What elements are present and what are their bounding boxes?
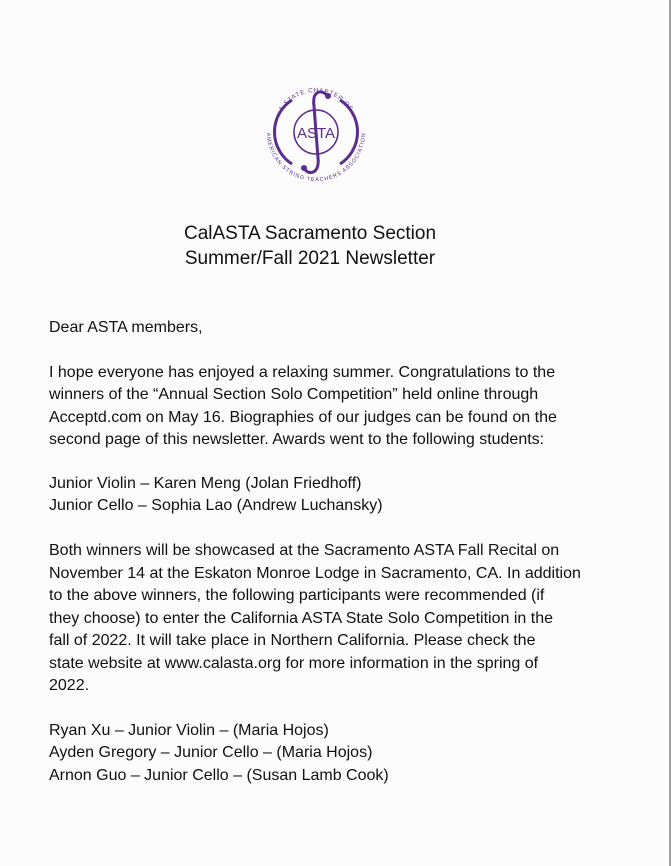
recommended-item: Ayden Gregory – Junior Cello – (Maria Hojos)	[49, 744, 373, 761]
asta-logo	[262, 78, 370, 186]
winner-item: Junior Violin – Karen Meng (Jolan Friedhoff)	[49, 475, 362, 492]
recommended-item: Ryan Xu – Junior Violin – (Maria Hojos)	[49, 722, 329, 739]
paragraph-line: Acceptd.com on May 16. Biographies of our judges can be found on the	[49, 409, 557, 426]
winner-item: Junior Cello – Sophia Lao (Andrew Luchansky)	[49, 497, 383, 514]
paragraph-line: Both winners will be showcased at the Sacramento ASTA Fall Recital on	[49, 542, 560, 559]
logo-bottom-arc: AMERICAN STRING TEACHERS ASSOCIATION	[264, 132, 368, 184]
paragraph-line: winners of the “Annual Section Solo Competition” held online through	[49, 386, 539, 403]
paragraph-line: second page of this newsletter. Awards went to the following students:	[49, 431, 545, 448]
paragraph-line: they choose) to enter the California ASTA State Solo Competition in the	[49, 610, 553, 627]
paragraph-line: I hope everyone has enjoyed a relaxing summer. Congratulations to the	[49, 364, 556, 381]
paragraph-line: to the above winners, the following participants were recommended (if	[49, 587, 545, 604]
newsletter-title-line2: Summer/Fall 2021 Newsletter	[184, 248, 436, 269]
logo-center-text: ASTA	[296, 125, 336, 142]
greeting: Dear ASTA members,	[49, 319, 203, 336]
paragraph-line: fall of 2022. It will take place in Northern California. Please check the	[49, 632, 536, 649]
paragraph-line: 2022.	[49, 677, 90, 694]
paragraph-line: November 14 at the Eskaton Monroe Lodge in Sacramento, CA. In addition	[49, 565, 581, 582]
newsletter-title-line1: CalASTA Sacramento Section	[183, 223, 437, 244]
recommended-item: Arnon Guo – Junior Cello – (Susan Lamb Cook)	[49, 767, 389, 784]
logo-top-arc: A STATE CHAPTER OF	[278, 87, 354, 113]
paragraph-line: state website at www.calasta.org for more information in the spring of	[49, 655, 539, 672]
svg-text:A STATE CHAPTER OF	[278, 88, 353, 113]
